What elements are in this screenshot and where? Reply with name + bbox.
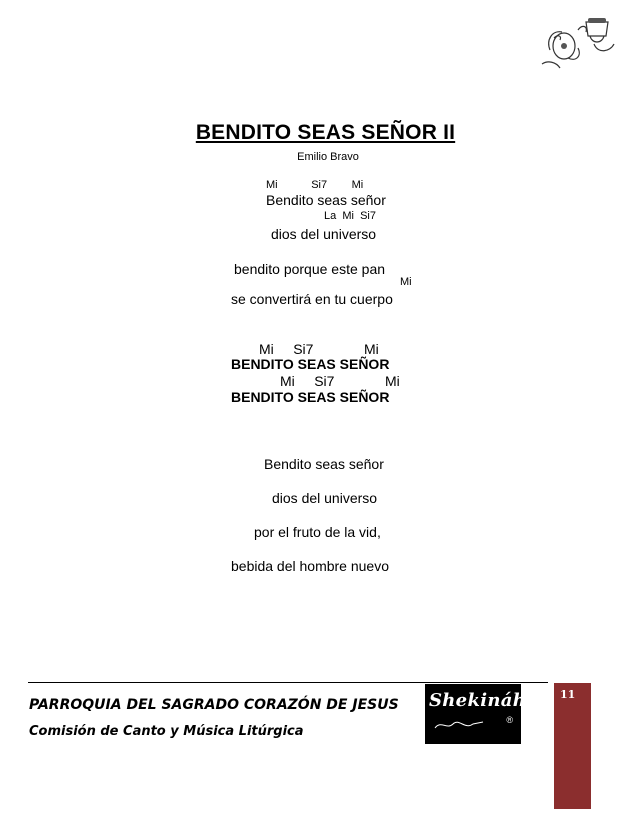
chord-line: Mi Si7 Mi (266, 179, 364, 191)
page-number-tab (554, 683, 591, 809)
song-title: BENDITO SEAS SEÑOR II (195, 121, 456, 144)
chord-line: Mi Si7 Mi (259, 341, 379, 357)
logo-music-mark (433, 718, 485, 732)
registered-mark: ® (506, 715, 513, 725)
lyric-line: por el fruto de la vid, (254, 524, 381, 540)
lyric-line: bebida del hombre nuevo (231, 558, 390, 574)
footer-commission: Comisión de Canto y Música Litúrgica (29, 724, 304, 739)
song-author: Emilio Bravo (297, 151, 359, 163)
lyric-line: dios del universo (271, 226, 377, 242)
shekinah-logo (425, 684, 527, 744)
lyric-line: Bendito seas señor (264, 456, 384, 472)
lyric-line: dios del universo (272, 490, 378, 506)
footer-divider (28, 682, 548, 683)
logo-text: Shekináh (429, 690, 527, 711)
lyric-line: se convertirá en tu cuerpo (231, 291, 393, 307)
chorus-line: BENDITO SEAS SEÑOR (231, 389, 390, 405)
hands-offering-illustration (538, 10, 620, 70)
page-number: 11 (560, 688, 576, 701)
chorus-line: BENDITO SEAS SEÑOR (231, 356, 390, 372)
chord-line: La Mi Si7 (324, 210, 376, 222)
lyric-line: Bendito seas señor (266, 192, 386, 208)
chord-line: Mi (400, 276, 412, 288)
footer-parish: PARROQUIA DEL SAGRADO CORAZÓN DE JESUS (29, 697, 399, 713)
chord-line: Mi Si7 Mi (280, 373, 400, 389)
header-illustration (538, 10, 620, 70)
lyric-line: bendito porque este pan (234, 261, 386, 277)
